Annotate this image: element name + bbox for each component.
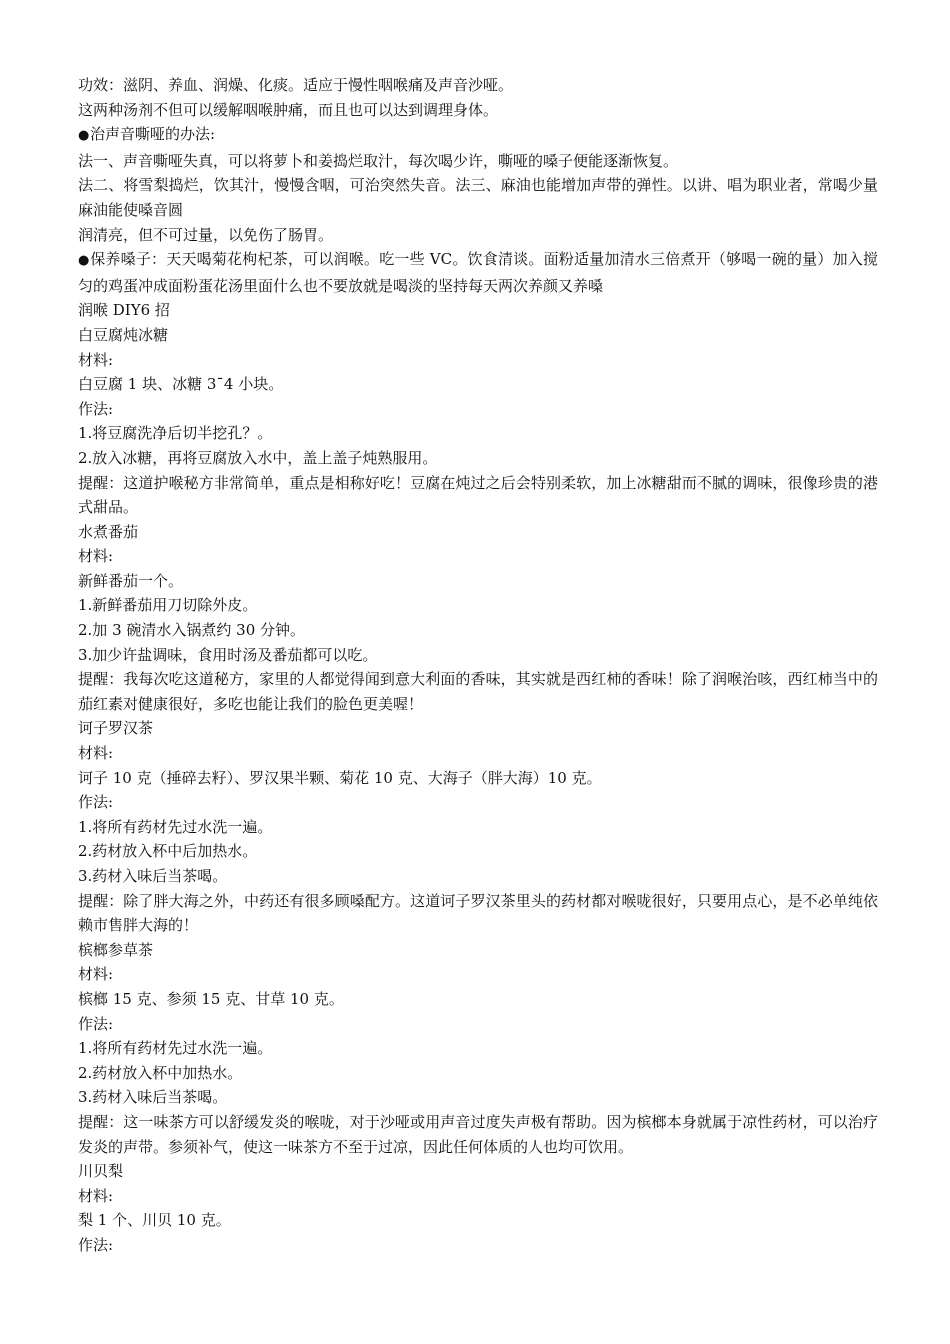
method-label: 作法: (78, 1235, 114, 1254)
method-one: 法一、声音嘶哑失真，可以将萝卜和姜捣烂取汁，每次喝少许，嘶哑的嗓子便能逐渐恢复。 (78, 151, 679, 170)
tip-paragraph: 提醒：我每次吃这道秘方，家里的人都觉得闻到意大利面的香味，其实就是西红柿的香味！除了润喉治咳，西红柿当中的茄红素对健康很好，多吃也能让我们的脸色更美喔！ (78, 670, 878, 713)
tip-paragraph: 提醒：这一味茶方可以舒缓发炎的喉咙，对于沙哑或用声音过度失声极有帮助。因为槟榔本身就属于凉性药材，可以治疗发炎的声带。参须补气，使这一味茶方不至于过凉，因此任何体质的人也均可饮用。 (78, 1112, 878, 1156)
materials-label: 材料: (78, 350, 114, 369)
care-paragraph (78, 247, 878, 298)
method-label: 作法: (78, 399, 114, 418)
tip-paragraph: 提醒：除了胖大海之外，中药还有很多顾嗓配方。这道诃子罗汉茶里头的药材都对喉咙很好，只要用点心，是不必单纯依赖市售胖大海的！ (78, 891, 878, 935)
step: 3.药材入味后当茶喝。 (78, 867, 228, 885)
step: 1.将所有药材先过水洗一遍。 (78, 1039, 273, 1058)
materials-label: 材料: (78, 744, 114, 763)
recipe-title-binlang: 槟榔参草茶 (78, 940, 154, 959)
materials-list: 白豆腐 1 块、冰糖 3¯4 小块。 (78, 375, 284, 394)
materials-label: 材料: (78, 547, 114, 566)
bullet-icon: ● (78, 253, 90, 269)
step: 3.加少许盐调味，食用时汤及番茄都可以吃。 (78, 645, 378, 664)
method-label: 作法: (78, 1014, 114, 1033)
step: 3.药材入味后当茶喝。 (78, 1088, 228, 1107)
recipe-title-pear: 川贝梨 (78, 1162, 124, 1181)
step: 1.将豆腐洗净后切半挖孔？。 (78, 424, 273, 443)
materials-label: 材料: (78, 1186, 114, 1205)
tip-paragraph: 提醒：这道护喉秘方非常简单，重点是相称好吃！豆腐在炖过之后会特别柔软，加上冰糖甜而不腻的调味，很像珍贵的港式甜品。 (78, 473, 878, 517)
bullet-icon: ● (78, 128, 90, 144)
summary-line: 这两种汤剂不但可以缓解咽喉肿痛，而且也可以达到调理身体。 (78, 100, 499, 119)
care-text: 保养嗓子：天天喝菊花枸杞茶，可以润喉。吃一些 VC。饮食清谈。面粉适量加清水三倍煮开（够喝一碗的量）加入搅匀的鸡蛋冲成面粉蛋花汤里面什么也不要放就是喝淡的坚持每天两次养颜又养嗓 (78, 250, 878, 295)
method-three-cont: 润清亮，但不可过量，以免伤了肠胃。 (78, 225, 334, 244)
diy-title: 润喉 DIY6 招 (78, 301, 170, 320)
step: 1.新鲜番茄用刀切除外皮。 (78, 596, 258, 615)
hoarseness-heading-text: 治声音嘶哑的办法: (90, 125, 216, 144)
hoarseness-heading (78, 122, 878, 149)
recipe-title-tomato: 水煮番茄 (78, 522, 139, 541)
materials-list: 新鲜番茄一个。 (78, 571, 184, 590)
step: 2.药材放入杯中加热水。 (78, 1063, 243, 1082)
materials-list: 诃子 10 克（捶碎去籽）、罗汉果半颗、菊花 10 克、大海子（胖大海）10 克。 (78, 768, 602, 787)
method-label: 作法: (78, 793, 114, 812)
step: 2.加 3 碗清水入锅煮约 30 分钟。 (78, 621, 306, 640)
step: 2.药材放入杯中后加热水。 (78, 842, 258, 861)
recipe-title-tofu: 白豆腐炖冰糖 (78, 325, 169, 344)
materials-label: 材料: (78, 965, 114, 984)
efficacy-line: 功效：滋阴、养血、润燥、化痰。适应于慢性咽喉痛及声音沙哑。 (78, 76, 514, 94)
method-two-three: 法二、将雪梨捣烂，饮其汁，慢慢含咽，可治突然失音。法三、麻油也能增加声带的弹性。以讲、唱为职业者，常喝少量麻油能使嗓音圆 (78, 176, 878, 219)
document-page (78, 73, 878, 1258)
materials-list: 槟榔 15 克、参须 15 克、甘草 10 克。 (78, 989, 344, 1008)
step: 1.将所有药材先过水洗一遍。 (78, 817, 273, 836)
recipe-title-hezi: 诃子罗汉茶 (78, 719, 154, 738)
materials-list: 梨 1 个、川贝 10 克。 (78, 1211, 231, 1230)
step: 2.放入冰糖，再将豆腐放入水中，盖上盖子炖熟服用。 (78, 448, 438, 467)
